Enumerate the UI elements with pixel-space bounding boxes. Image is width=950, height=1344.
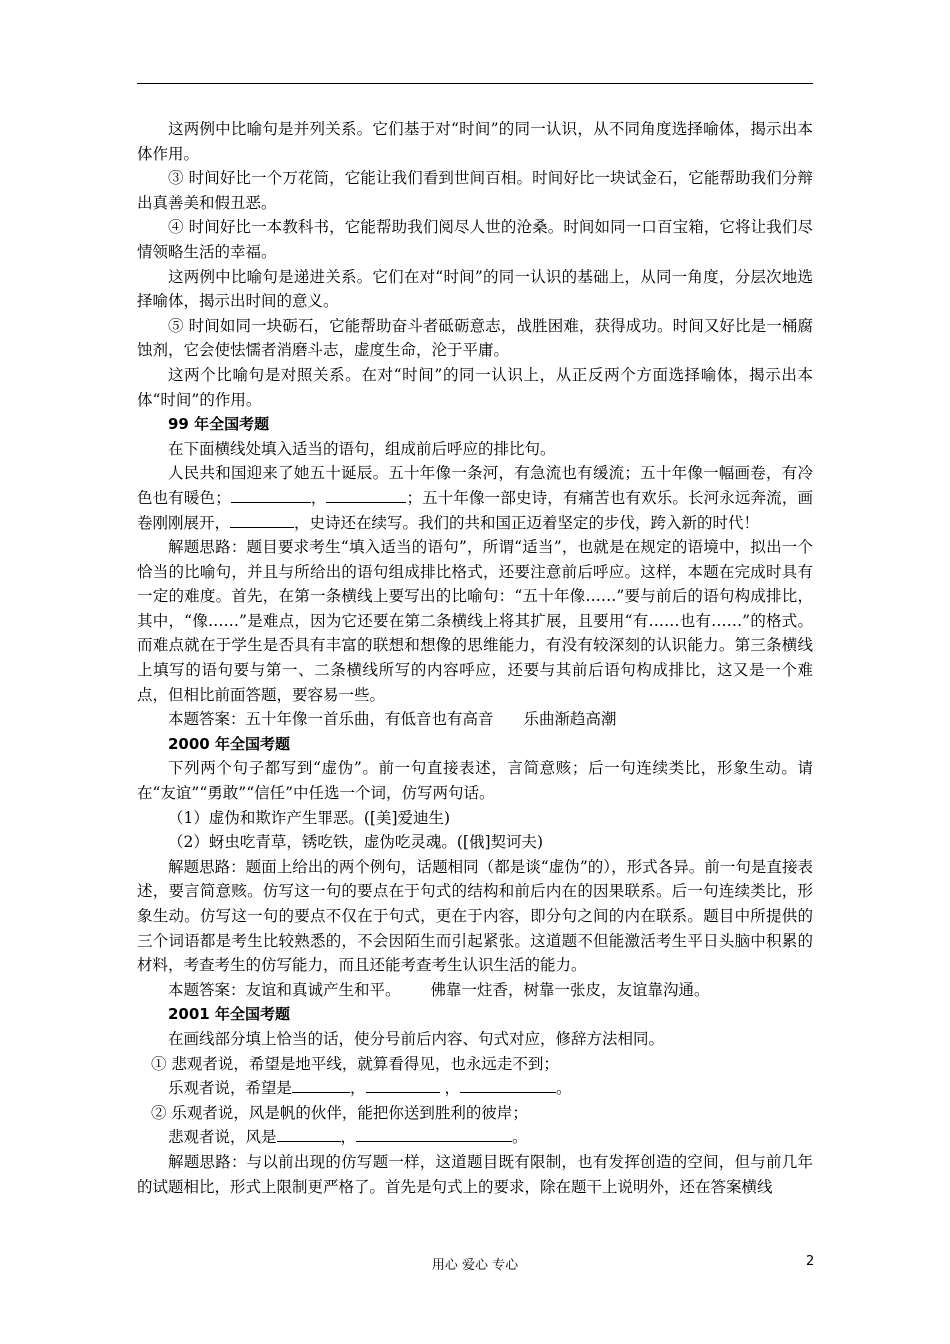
paragraph: ③ 时间好比一个万花筒，它能让我们看到世间百相。时间好比一块试金石，它能帮助我们分辩出真善美和假丑恶。: [137, 169, 813, 212]
paragraph: 解题思路：题面上给出的两个例句，话题相同（都是谈“虚伪”的），形式各异。前一句是直接表述，要言简意赅。仿写这一句的要点在于句式的结构和前后内在的因果联系。后一句连续类比，形象生动。仿写这一句的要点不仅在于句式，更在于内容，即分句之间的内在联系。题目中所提供的三个词语都是考生比较熟悉的，不会因陌生而引起紧张。这道题不但能激活考生平日头脑中积累的材料，考查考生的仿写能力，而且还能考查考生认识生活的能力。: [137, 857, 813, 975]
text-segment: ，史诗还在续写。我们的共和国正迈着坚定的步伐，跨入新的时代！: [294, 513, 760, 532]
paragraph: 这两个比喻句是对照关系。在对“时间”的同一认识上，从正反两个方面选择喻体，揭示出本体“时间”的作用。: [137, 365, 813, 409]
text-segment: 。: [512, 1128, 528, 1147]
section-heading-99: 99 年全国考题: [168, 415, 270, 434]
fill-in-line: [137, 1076, 813, 1101]
page-number: 2: [806, 1254, 815, 1269]
text-segment: 悲观者说，风是: [168, 1128, 277, 1147]
text-segment: ，: [310, 488, 327, 507]
paragraph: 解题思路：题目要求考生“填入适当的语句”，所谓“适当”，也就是在规定的语境中，拟出一个恰当的比喻句，并且与所给出的语句组成排比格式，还要注意前后呼应。这样，本题在完成时具有一定的难度。首先，在第一条横线上要写出的比喻句：“五十年像……”要与前后的语句构成排比，其中，“像……”是难点，因为它还要在第二条横线上将其扩展，且要用“有……也有……”的格式。而难点就在于学生是否具有丰富的联想和想像的思维能力，有没有较深刻的认识能力。第三条横线上填写的语句要与第一、二条横线所写的内容呼应，还要与其前后语句构成排比，这又是一个难点，但相比前面答题，要容易一些。: [137, 538, 813, 704]
example-sentence: ② 乐观者说，风是帆的伙伴，能把你送到胜利的彼岸；: [151, 1103, 528, 1122]
answer-text: 佛靠一炷香，树靠一张皮，友谊靠沟通。: [430, 980, 710, 999]
paragraph: 这两例中比喻句是递进关系。它们在对“时间”的同一认识的基础上，从同一角度，分层次地选择喻体，揭示出时间的意义。: [137, 267, 813, 311]
example-sentence: ① 悲观者说，希望是地平线，就算看得见，也永远走不到；: [151, 1054, 559, 1073]
answer-line: [137, 707, 813, 732]
answer-blank: [460, 1077, 556, 1093]
paragraph: 在下面横线处填入适当的语句，组成前后呼应的排比句。: [168, 439, 556, 458]
answer-line: [137, 978, 813, 1003]
text-segment: ，: [350, 1079, 366, 1098]
answer-blank: [292, 1077, 350, 1093]
paragraph: 解题思路：与以前出现的仿写题一样，这道题目既有限制，也有发挥创造的空间，但与前几年的试题相比，形式上限制更严格了。首先是句式上的要求，除在题干上说明外，还在答案横线: [137, 1152, 813, 1196]
text-segment: ，: [340, 1128, 357, 1147]
section-heading-2000: 2000 年全国考题: [168, 734, 290, 753]
answer-text: 本题答案：友谊和真诚产生和平。: [168, 980, 401, 999]
header-rule: [137, 83, 813, 84]
answer-blank: [356, 1126, 512, 1142]
text-segment: ，: [439, 1079, 460, 1098]
paragraph: 下列两个句子都写到“虚伪”。前一句直接表述，言简意赅；后一句连续类比，形象生动。请在“友谊”“勇敢”“信任”中任选一个词，仿写两句话。: [137, 759, 813, 803]
fill-in-paragraph: [137, 461, 813, 535]
paragraph: ④ 时间好比一本教科书，它能帮助我们阅尽人世的沧桑。时间如同一口百宝箱，它将让我们尽情领略生活的幸福。: [137, 218, 813, 261]
footer-text: 用心 爱心 专心: [431, 1258, 519, 1273]
paragraph: ⑤ 时间如同一块砺石，它能帮助奋斗者砥砺意志，战胜困难，获得成功。时间又好比是一桶腐蚀剂，它会使怯懦者消磨斗志，虚度生命，沦于平庸。: [137, 316, 813, 360]
answer-blank: [277, 1126, 341, 1142]
paragraph: 在画线部分填上恰当的话，使分号前后内容、句式对应，修辞方法相同。: [168, 1029, 665, 1048]
text-segment: ；五十年像一部史诗，有痛苦也有欢乐。长河永远奔流，画卷刚刚展开，: [137, 488, 813, 532]
section-heading-2001: 2001 年全国考题: [168, 1005, 290, 1024]
text-segment: 乐观者说，希望是: [168, 1079, 293, 1098]
answer-text: 乐曲渐趋高潮: [523, 710, 617, 729]
answer-blank: [366, 1077, 440, 1093]
example-sentence: （2）蚜虫吃青草，锈吃铁，虚伪吃灵魂。([俄]契诃夫): [168, 833, 544, 852]
answer-blank: [230, 512, 294, 528]
example-sentence: （1）虚伪和欺诈产生罪恶。([美]爱迪生): [168, 808, 451, 827]
text-segment: 人民共和国迎来了她五十诞辰。五十年像一条河，有急流也有缓流；五十年像一幅画卷，有冷色也有暖色；: [137, 464, 813, 507]
answer-blank: [231, 487, 311, 503]
answer-text: 本题答案：五十年像一首乐曲，有低音也有高音: [168, 710, 494, 729]
page-content: [137, 117, 813, 1199]
fill-in-line: [137, 1125, 813, 1150]
answer-blank: [326, 487, 406, 503]
text-segment: 。: [555, 1079, 572, 1098]
paragraph: 这两例中比喻句是并列关系。它们基于对“时间”的同一认识，从不同角度选择喻体，揭示出本体作用。: [137, 120, 813, 163]
